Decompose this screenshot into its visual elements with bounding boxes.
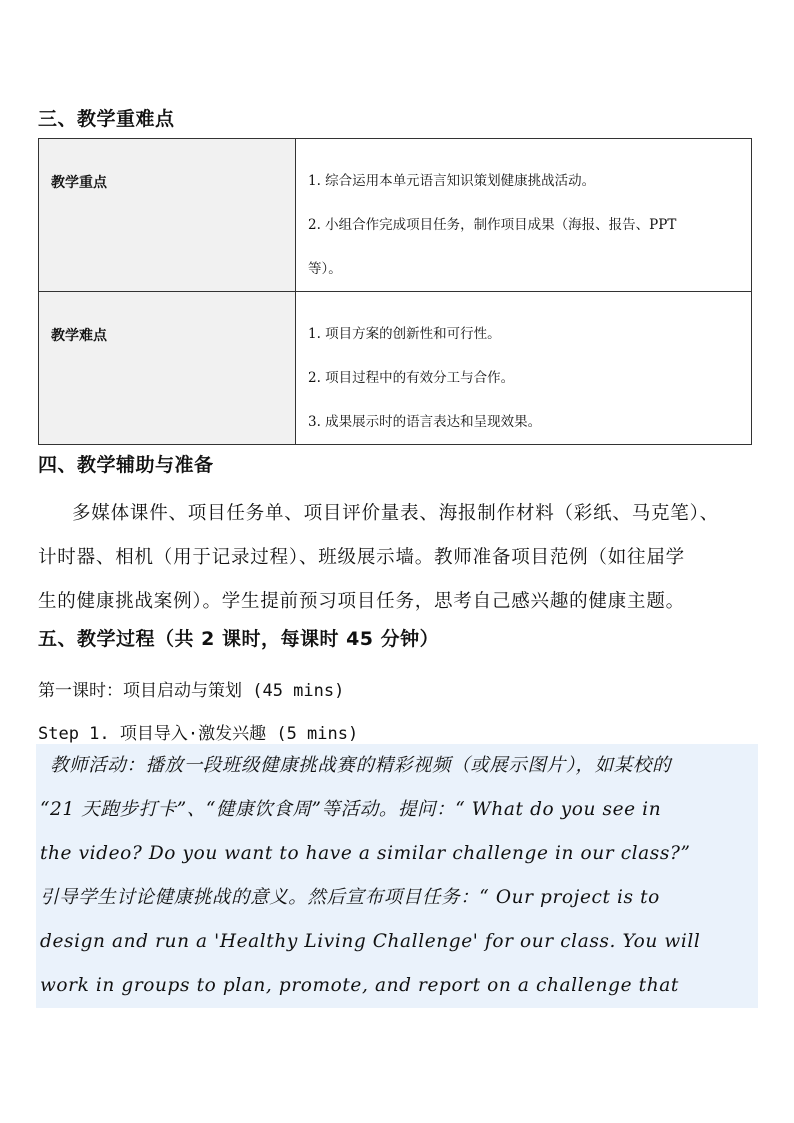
section3-heading: 三、教学重难点 [38,108,175,130]
key-difficult-points-table [38,138,752,445]
paragraph-line: design and run a 'Healthy Living Challenge' for our class. You will [40,931,701,952]
paragraph-line: 多媒体课件、项目任务单、项目评价量表、海报制作材料（彩纸、马克笔）、 [72,503,719,524]
teacher-activity-text [40,744,758,1008]
paragraph-line: 引导学生讨论健康挑战的意义。然后宣布项目任务：“ Our project is to [40,887,660,908]
step-title: Step 1. 项目导入·激发兴趣 (5 mins) [38,724,359,744]
list-item: 1. 项目方案的创新性和可行性。 [308,326,501,342]
section4-heading: 四、教学辅助与准备 [38,454,214,476]
paragraph-line: 教师活动：播放一段班级健康挑战赛的精彩视频（或展示图片），如某校的 [50,755,672,776]
row-label-difficult-points: 教学难点 [39,292,296,445]
list-item: 1. 综合运用本单元语言知识策划健康挑战活动。 [308,173,596,189]
paragraph-line: 生的健康挑战案例）。学生提前预习项目任务，思考自己感兴趣的健康主题。 [38,591,685,612]
row-content-difficult-points [296,292,752,445]
list-item: 2. 小组合作完成项目任务，制作项目成果（海报、报告、PPT [308,217,677,233]
table-row [39,139,752,292]
list-item: 2. 项目过程中的有效分工与合作。 [308,370,515,386]
paragraph-line: 计时器、相机（用于记录过程）、班级展示墙。教师准备项目范例（如往届学 [38,547,685,568]
paragraph-line: work in groups to plan, promote, and report on a challenge that [40,975,679,996]
row-content-key-points [296,139,752,292]
section5-heading: 五、教学过程（共 2 课时，每课时 45 分钟） [38,628,440,650]
list-item: 3. 成果展示时的语言表达和呈现效果。 [308,414,542,430]
paragraph-line: the video? Do you want to have a similar challenge in our class?” [40,843,691,864]
table-row [39,292,752,445]
paragraph-line: “21 天跑步打卡”、“健康饮食周”等活动。提问：“ What do you see in [40,799,662,820]
row-label-key-points: 教学重点 [39,139,296,292]
lesson-title: 第一课时：项目启动与策划 (45 mins) [38,681,345,701]
list-item: 等）。 [308,261,342,277]
preparation-paragraph [38,492,794,624]
